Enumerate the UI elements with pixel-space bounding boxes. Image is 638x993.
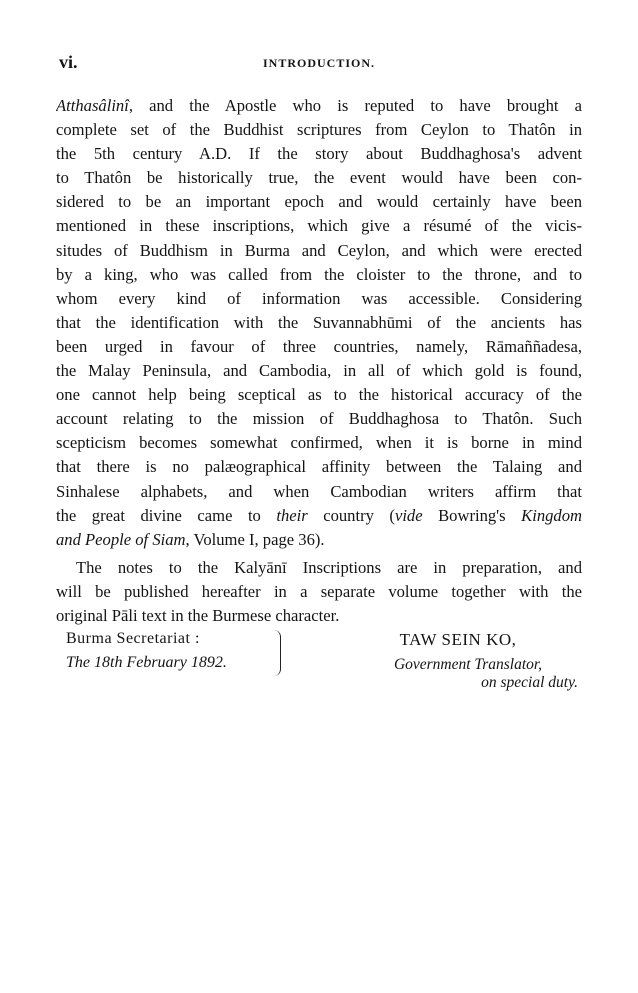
text-line: the great divine came to their country (vide Bowring's Kingdom <box>56 505 582 525</box>
text-line: that the identification with the Suvannabhūmi of the ancients has <box>56 312 582 332</box>
date-line: The 18th February 1892. <box>66 654 227 671</box>
signature-left <box>66 630 227 672</box>
paragraph-1 <box>56 94 582 552</box>
text-line: to Thatôn be historically true, the event would have been con- <box>56 168 582 188</box>
main-text <box>56 94 582 628</box>
text-line: account relating to the mission of Buddhaghosa to Thatôn. Such <box>56 409 582 429</box>
text-line: and People of Siam, Volume I, page 36). <box>56 529 325 549</box>
paragraph-2 <box>56 556 582 628</box>
text-line: scepticism becomes somewhat confirmed, when it is borne in mind <box>56 433 582 453</box>
office-text: Burma Secretariat : <box>66 630 200 647</box>
text-line: complete set of the Buddhist scriptures from Ceylon to Thatôn in <box>56 120 582 140</box>
running-title: INTRODUCTION. <box>262 56 375 70</box>
text-line: by a king, who was called from the cloister to the throne, and to <box>56 264 582 284</box>
text-line: the Malay Peninsula, and Cambodia, in all of which gold is found, <box>56 361 582 381</box>
author-role: Government Translator, <box>393 656 543 673</box>
author-duty: on special duty. <box>481 674 578 691</box>
signature-block <box>56 630 582 710</box>
text-line: mentioned in these inscriptions, which give a résumé of the vicis- <box>56 216 582 236</box>
text-line: Atthasâlinî, and the Apostle who is reputed to have brought a <box>56 96 582 115</box>
text-line: original Pāli text in the Burmese character. <box>56 605 340 625</box>
text-line: Sinhalese alphabets, and when Cambodian writers affirm that <box>56 481 582 501</box>
signature-right <box>338 630 578 692</box>
text-line: been urged in favour of three countries, namely, Rāmaññadesa, <box>56 336 582 356</box>
text-line: The notes to the Kalyānī Inscriptions are in preparation, and <box>76 557 582 577</box>
page-header <box>56 50 582 74</box>
office-line <box>66 630 227 648</box>
text-line: whom every kind of information was accessible. Considering <box>56 288 582 308</box>
text-line: sidered to be an important epoch and would certainly have been <box>56 192 582 212</box>
text-line: the 5th century A.D. If the story about Buddhaghosa's advent <box>56 144 582 164</box>
text-line: situdes of Buddhism in Burma and Ceylon, and which were erected <box>56 240 582 260</box>
brace <box>274 630 281 676</box>
text-line: one cannot help being sceptical as to the historical accuracy of the <box>56 385 582 405</box>
author-name: TAW SEIN KO, <box>399 630 517 649</box>
text-line: that there is no palæographical affinity between the Talaing and <box>56 457 582 477</box>
text-line: will be published hereafter in a separate volume together with the <box>56 581 582 601</box>
page-number: vi. <box>59 52 78 72</box>
